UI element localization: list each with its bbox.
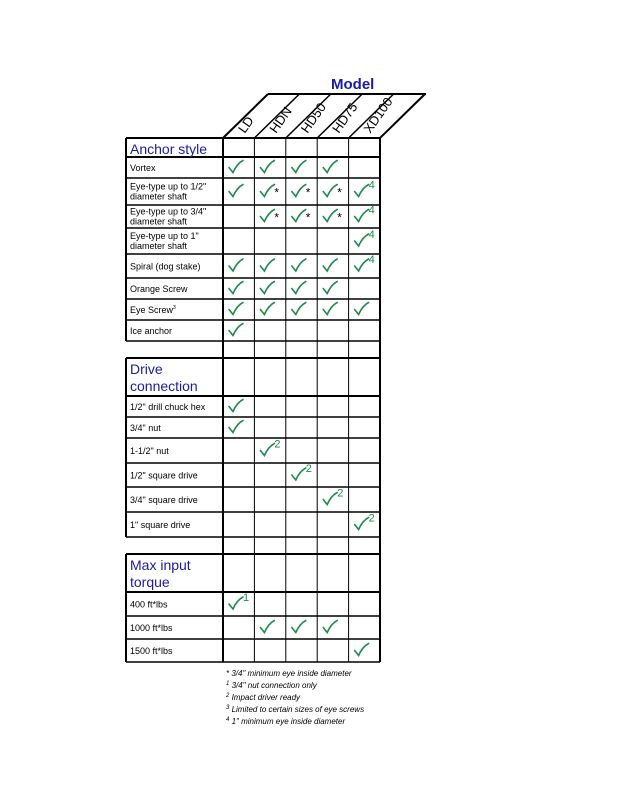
footnote-text: 1" minimum eye inside diameter [231, 717, 346, 726]
footnote-mark: 4 [226, 717, 230, 723]
check-mark-icon [229, 400, 243, 412]
row-label: Eye-type up to 1" [130, 231, 199, 241]
table-row [126, 513, 380, 538]
check-mark-icon [355, 518, 369, 530]
check-footnote-mark: * [274, 185, 280, 200]
check-mark-icon [323, 259, 337, 271]
label-superscript: 3 [173, 305, 176, 311]
check-mark-icon [355, 234, 369, 246]
table-row [126, 161, 380, 179]
check-mark-icon [260, 621, 274, 633]
row-label: 3/4" square drive [130, 495, 198, 505]
section-title: connection [130, 378, 198, 394]
check-mark-icon [292, 621, 306, 633]
check-footnote-mark: * [337, 185, 342, 200]
check-footnote-mark: * [305, 210, 311, 225]
footnotes [226, 668, 364, 727]
row-label: 1/2" square drive [130, 470, 198, 481]
check-mark-icon [323, 161, 337, 173]
row-label: 400 ft*lbs [130, 599, 168, 610]
check-footnote-mark: 2 [305, 463, 312, 475]
row-label: diameter shaft [130, 191, 188, 202]
footnote-text: Limited to certain sizes of eye screws [231, 705, 365, 714]
check-mark-icon [292, 282, 306, 294]
check-footnote-mark: 2 [274, 438, 281, 451]
check-mark-icon [229, 597, 243, 609]
check-mark-icon [323, 282, 337, 294]
check-footnote-mark: * [305, 185, 311, 200]
table-row [126, 644, 380, 663]
check-mark-icon [229, 282, 243, 294]
check-footnote-mark: * [274, 210, 280, 225]
section-drive-connection [126, 358, 380, 554]
row-label: 1" square drive [130, 520, 191, 530]
check-mark-icon [229, 161, 243, 173]
check-mark-icon [292, 185, 306, 197]
table-row [126, 592, 380, 616]
footnote-item [226, 715, 364, 727]
footnote-item [226, 703, 364, 715]
check-mark-icon [229, 324, 243, 336]
table-row [126, 621, 380, 640]
check-mark-icon [292, 468, 306, 480]
model-label-hd75: HD75 [329, 99, 361, 136]
check-mark-icon [260, 210, 274, 222]
table-row [126, 205, 380, 229]
check-mark-icon [260, 282, 274, 294]
table-row [126, 421, 380, 439]
row-label: 3/4" nut [130, 423, 161, 433]
check-mark-icon [355, 259, 369, 271]
check-mark-icon [355, 644, 369, 656]
table-row [126, 439, 380, 464]
check-mark-icon [355, 210, 369, 222]
row-label: Eye-type up to 3/4" [130, 206, 207, 217]
check-mark-icon [260, 185, 274, 197]
table-row [126, 324, 380, 342]
compatibility-grid [126, 138, 380, 662]
check-mark-icon [355, 185, 369, 197]
model-label-hd50: HD50 [297, 99, 330, 136]
check-footnote-mark: 4 [368, 229, 375, 241]
row-label: Spiral (dog stake) [130, 261, 201, 272]
check-footnote-mark: 2 [337, 487, 344, 500]
check-mark-icon [292, 303, 306, 315]
check-footnote-mark: 4 [368, 254, 375, 266]
check-footnote-mark: 4 [368, 179, 375, 192]
table-row [126, 488, 380, 513]
table-row [126, 282, 380, 300]
row-label: 1000 ft*lbs [130, 623, 173, 633]
check-mark-icon [323, 303, 337, 315]
model-header-columns [223, 94, 426, 138]
footnote-mark: * [226, 669, 230, 678]
row-label: Ice anchor [130, 326, 173, 336]
table-row [126, 463, 380, 487]
row-label: diameter shaft [130, 216, 188, 227]
row-label: Vortex [130, 163, 156, 173]
check-mark-icon [229, 259, 243, 271]
row-label: 1-1/2" nut [130, 446, 169, 456]
row-label: diameter shaft [130, 241, 188, 251]
model-label-ld: LD [234, 113, 257, 136]
model-label-xd100: XD100 [360, 94, 396, 136]
footnote-text: Impact driver ready [231, 693, 301, 702]
check-mark-icon [292, 161, 306, 173]
table-row [126, 229, 380, 254]
model-label-hdn: HDN [266, 104, 295, 136]
model-header: Model [331, 76, 375, 93]
section-title: torque [130, 574, 170, 590]
check-mark-icon [260, 303, 274, 315]
footnote-item [226, 668, 364, 679]
footnote-item [226, 679, 364, 691]
check-mark-icon [323, 493, 337, 505]
row-label: Eye Screw$^3$ [130, 305, 176, 315]
check-mark-icon [260, 161, 274, 173]
section-title: Max input [130, 557, 191, 573]
check-mark-icon [229, 303, 243, 315]
check-mark-icon [292, 210, 306, 222]
row-label: 1/2" drill chuck hex [130, 402, 206, 412]
row-label: 1500 ft*lbs [130, 646, 173, 656]
table-row [126, 303, 380, 321]
section-anchor-style [126, 138, 380, 358]
check-mark-icon [229, 185, 243, 197]
check-footnote-mark: 4 [368, 204, 375, 217]
table-row [126, 400, 380, 418]
check-mark-icon [260, 259, 274, 271]
table-row [126, 180, 380, 206]
check-mark-icon [323, 185, 337, 197]
check-footnote-mark: 1 [243, 592, 250, 604]
check-mark-icon [323, 210, 337, 222]
row-label: Eye-type up to 1/2" [130, 181, 207, 192]
check-mark-icon [355, 303, 369, 315]
section-max-input-torque [126, 554, 380, 662]
section-title: Anchor style [130, 141, 208, 157]
section-title: Drive [130, 361, 163, 377]
footnote-mark: 3 [226, 705, 230, 711]
footnote-text: 3/4" minimum eye inside diameter [229, 669, 352, 678]
footnote-item [226, 691, 364, 703]
table-row [126, 254, 380, 278]
footnote-text: 3/4" nut connection only [231, 681, 317, 690]
row-label: Orange Screw [130, 284, 188, 294]
footnote-mark: 2 [226, 693, 230, 699]
footnote-mark: 1 [226, 681, 230, 687]
check-mark-icon [323, 621, 337, 633]
check-mark-icon [292, 259, 306, 271]
check-footnote-mark: * [337, 210, 342, 225]
check-mark-icon [229, 421, 243, 433]
check-footnote-mark: 2 [368, 512, 375, 525]
check-mark-icon [260, 444, 274, 456]
